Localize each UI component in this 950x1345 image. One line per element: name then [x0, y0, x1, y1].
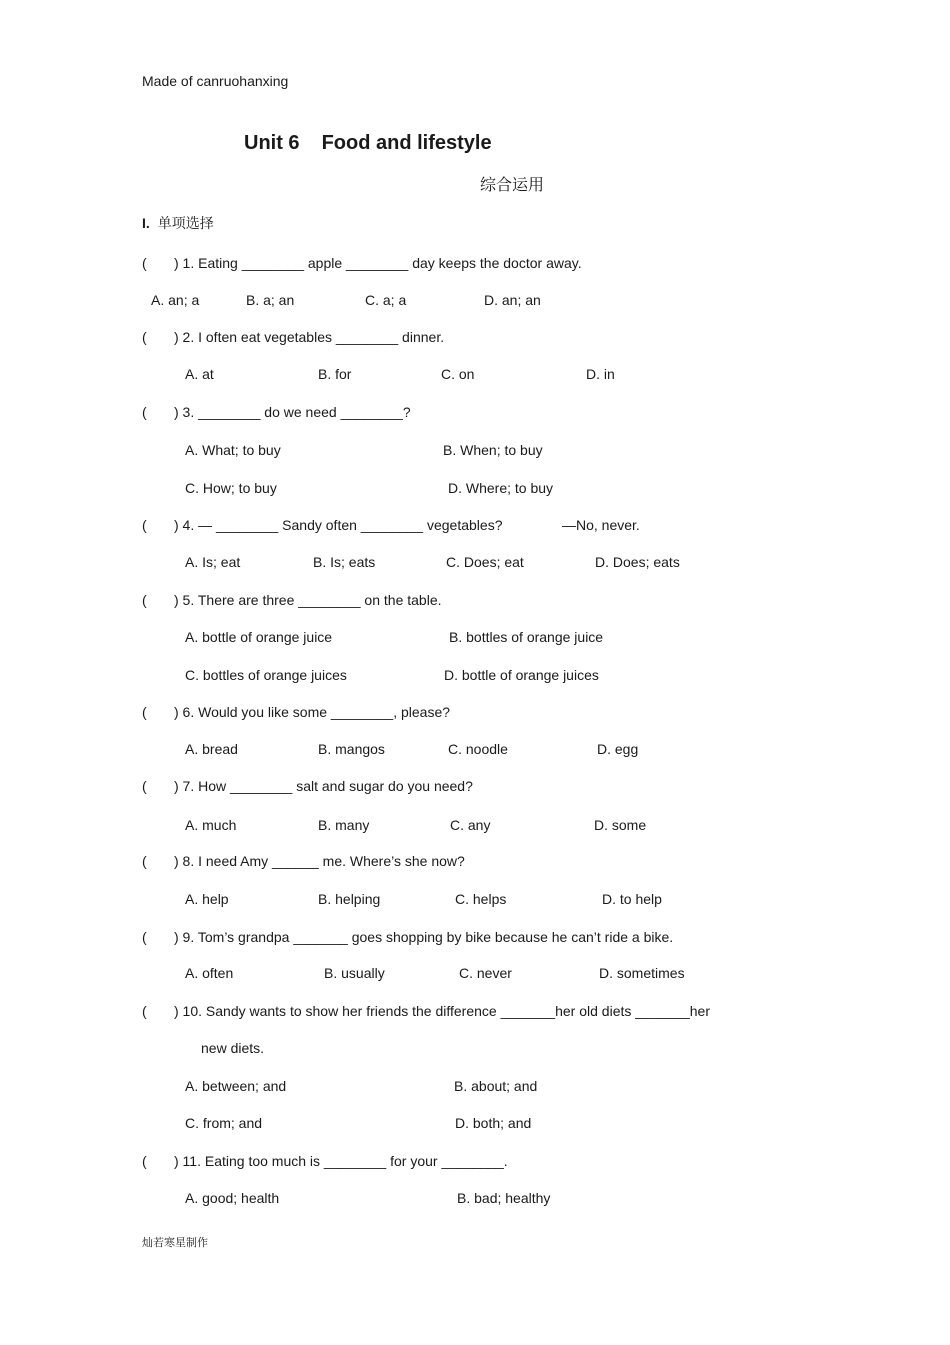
q4-option-a: A. Is; eat [185, 554, 241, 570]
answer-paren: ( [142, 517, 147, 533]
section-label: 单项选择 [157, 216, 214, 232]
q4-option-b: B. Is; eats [313, 554, 376, 570]
q10-option-b: B. about; and [454, 1078, 538, 1094]
q2-option-a: A. at [185, 366, 214, 382]
page-header: Made of canruohanxing [142, 73, 289, 89]
question-11 [142, 1154, 508, 1168]
q7-option-a: A. much [185, 817, 237, 833]
answer-paren: ( [142, 329, 147, 345]
q3-option-a: A. What; to buy [185, 442, 281, 458]
q6-option-c: C. noodle [448, 741, 508, 757]
q4-option-c: C. Does; eat [446, 554, 524, 570]
answer-paren: ( [142, 592, 147, 608]
question-text: ) 2. I often eat vegetables ________ dinner. [174, 329, 445, 345]
answer-paren: ( [142, 404, 147, 420]
q6-option-a: A. bread [185, 741, 238, 757]
question-10 [142, 1004, 710, 1018]
page-footer: 灿若寒星制作 [142, 1236, 208, 1249]
q1-option-d: D. an; an [484, 292, 541, 308]
answer-paren: ( [142, 1003, 147, 1019]
q7-option-d: D. some [594, 817, 647, 833]
question-2 [142, 330, 444, 344]
question-1 [142, 256, 582, 270]
q2-option-b: B. for [318, 366, 352, 382]
question-text: ) 3. ________ do we need ________? [174, 404, 411, 420]
q8-option-d: D. to help [602, 891, 662, 907]
q5-option-b: B. bottles of orange juice [449, 629, 604, 645]
answer-paren: ( [142, 255, 147, 271]
q3-option-d: D. Where; to buy [448, 480, 554, 496]
question-7 [142, 779, 473, 793]
q3-option-c: C. How; to buy [185, 480, 277, 496]
q1-option-c: C. a; a [365, 292, 407, 308]
question-3 [142, 405, 411, 419]
q10-option-d: D. both; and [455, 1115, 532, 1131]
q10-option-a: A. between; and [185, 1078, 287, 1094]
q7-option-c: C. any [450, 817, 491, 833]
question-text: ) 8. I need Amy ______ me. Where’s she now? [174, 853, 465, 869]
question-text: ) 1. Eating ________ apple ________ day keeps the doctor away. [174, 255, 582, 271]
question-text: ) 5. There are three ________ on the table. [174, 592, 442, 608]
question-5 [142, 593, 442, 607]
answer-paren: ( [142, 1153, 147, 1169]
q10-continuation: new diets. [201, 1040, 265, 1056]
q4-reply: —No, never. [562, 517, 640, 533]
q8-option-c: C. helps [455, 891, 507, 907]
q6-option-b: B. mangos [318, 741, 385, 757]
q8-option-a: A. help [185, 891, 229, 907]
q11-option-a: A. good; health [185, 1190, 280, 1206]
q10-option-c: C. from; and [185, 1115, 263, 1131]
q5-option-a: A. bottle of orange juice [185, 629, 333, 645]
question-text: ) 10. Sandy wants to show her friends the difference _______her old diets _______her [174, 1003, 710, 1019]
q9-option-d: D. sometimes [599, 965, 685, 981]
question-4 [142, 518, 502, 532]
q3-option-b: B. When; to buy [443, 442, 543, 458]
q2-option-d: D. in [586, 366, 615, 382]
question-text: ) 6. Would you like some ________, please? [174, 704, 451, 720]
answer-paren: ( [142, 778, 147, 794]
q6-option-d: D. egg [597, 741, 639, 757]
q2-option-c: C. on [441, 366, 475, 382]
q8-option-b: B. helping [318, 891, 381, 907]
q1-option-a: A. an; a [151, 292, 200, 308]
section-heading [142, 216, 214, 231]
q4-option-d: D. Does; eats [595, 554, 680, 570]
question-8 [142, 854, 465, 868]
q9-option-a: A. often [185, 965, 234, 981]
question-text: ) 4. — ________ Sandy often ________ vegetables? [174, 517, 503, 533]
q9-option-c: C. never [459, 965, 512, 981]
q1-option-b: B. a; an [246, 292, 295, 308]
answer-paren: ( [142, 853, 147, 869]
question-9 [142, 930, 673, 944]
question-text: ) 9. Tom’s grandpa _______ goes shopping by bike because he can’t ride a bike. [174, 929, 674, 945]
question-6 [142, 705, 450, 719]
answer-paren: ( [142, 704, 147, 720]
q9-option-b: B. usually [324, 965, 385, 981]
unit-number: Unit 6 [244, 132, 300, 154]
section-number: I. [142, 215, 150, 231]
question-text: ) 7. How ________ salt and sugar do you need? [174, 778, 473, 794]
page-subtitle: 综合运用 [480, 175, 545, 194]
unit-name: Food and lifestyle [321, 132, 492, 154]
q5-option-d: D. bottle of orange juices [444, 667, 599, 683]
q7-option-b: B. many [318, 817, 370, 833]
question-text: ) 11. Eating too much is ________ for your ________. [174, 1153, 508, 1169]
q11-option-b: B. bad; healthy [457, 1190, 551, 1206]
q5-option-c: C. bottles of orange juices [185, 667, 347, 683]
page-title [244, 133, 492, 153]
answer-paren: ( [142, 929, 147, 945]
